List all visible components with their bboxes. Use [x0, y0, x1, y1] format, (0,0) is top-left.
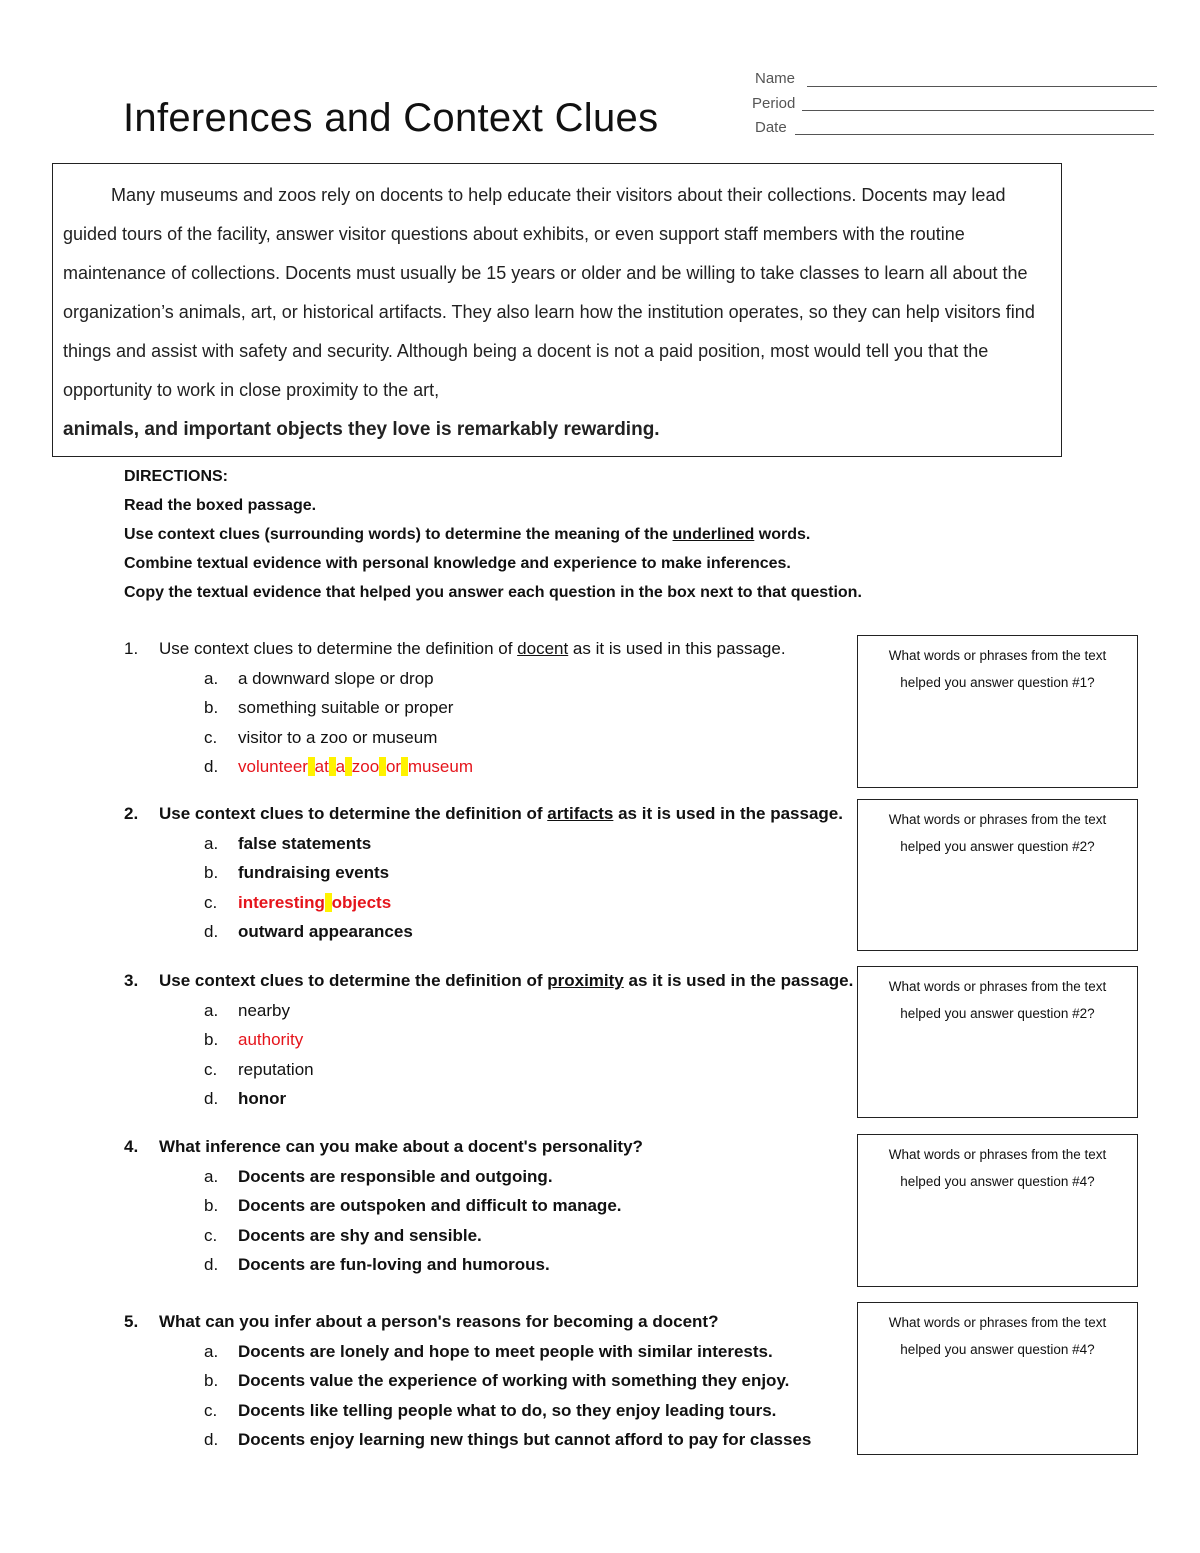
- question-number: 1.: [124, 639, 139, 658]
- question-4: [124, 1132, 854, 1280]
- option-letter: c.: [204, 892, 218, 912]
- option-text: fundraising events: [238, 863, 390, 882]
- option-letter: b.: [204, 698, 219, 717]
- option-a[interactable]: [124, 1337, 854, 1367]
- answer-word: interesting: [238, 892, 325, 912]
- option-letter: b.: [204, 1196, 219, 1215]
- option-letter: a.: [204, 1341, 219, 1361]
- evidence-prompt-line-2: helped you answer question #2?: [900, 839, 1095, 854]
- option-b[interactable]: [124, 858, 854, 888]
- option-letter: d.: [204, 1430, 219, 1449]
- highlight-mark: [345, 757, 352, 776]
- stem-post: as it is used in the passage.: [623, 971, 854, 990]
- option-text: authority: [238, 1030, 304, 1049]
- option-text: Docents are lonely and hope to meet people with similar interests.: [238, 1341, 773, 1361]
- question-stem: [124, 634, 854, 664]
- answer-word: objects: [331, 892, 392, 912]
- option-text-highlighted: [204, 757, 473, 776]
- stem-post: as it is used in this passage.: [568, 639, 786, 658]
- question-stem: [124, 1307, 854, 1337]
- option-d[interactable]: [124, 1084, 854, 1114]
- answer-word: museum: [407, 757, 473, 776]
- option-letter: d.: [204, 757, 219, 776]
- passage-text: [63, 176, 1053, 449]
- evidence-prompt-line-1: What words or phrases from the text: [888, 1315, 1107, 1330]
- option-letter: b.: [204, 1030, 219, 1049]
- option-c[interactable]: [124, 1396, 854, 1426]
- stem-post: as it is used in the passage.: [613, 804, 843, 823]
- evidence-prompt-line-2: helped you answer question #4?: [900, 1174, 1095, 1189]
- evidence-prompt-line-1: What words or phrases from the text: [888, 979, 1107, 994]
- option-letter: a.: [204, 1166, 219, 1186]
- option-text: something suitable or proper: [238, 698, 454, 717]
- evidence-box-5[interactable]: [857, 1302, 1138, 1455]
- stem-pre: Use context clues to determine the definition of: [159, 639, 518, 658]
- option-text: Docents like telling people what to do, so they enjoy leading tours.: [238, 1400, 777, 1420]
- question-5: [124, 1307, 854, 1455]
- directions-underlined-word: underlined: [672, 526, 755, 543]
- question-3: [124, 966, 854, 1114]
- option-letter: d.: [204, 922, 219, 941]
- option-text: nearby: [238, 1000, 290, 1020]
- question-number: 4.: [124, 1137, 139, 1156]
- option-d[interactable]: [124, 1250, 854, 1280]
- option-a[interactable]: [124, 1162, 854, 1192]
- period-label: Period: [752, 95, 796, 112]
- evidence-prompt-line-1: What words or phrases from the text: [888, 1147, 1107, 1162]
- stem-pre: Use context clues to determine the definition of: [159, 804, 548, 823]
- evidence-box-2[interactable]: [857, 799, 1138, 951]
- passage-last-line: animals, and important objects they love is remarkably rewarding.: [63, 419, 660, 440]
- option-c[interactable]: [124, 1055, 854, 1085]
- option-a[interactable]: [124, 996, 854, 1026]
- evidence-prompt-line-2: helped you answer question #1?: [900, 675, 1095, 690]
- question-number: 5.: [124, 1312, 139, 1331]
- directions-line-3: Combine textual evidence with personal knowledge and experience to make inferences.: [124, 555, 791, 572]
- directions-line-4: Copy the textual evidence that helped you answer each question in the box next to that question.: [124, 584, 862, 601]
- directions-line-2-pre: Use context clues (surrounding words) to determine the meaning of the: [124, 526, 673, 543]
- option-text: Docents are fun-loving and humorous.: [238, 1255, 550, 1274]
- option-letter: a.: [204, 833, 219, 853]
- vocab-word-proximity: proximity: [547, 971, 624, 990]
- date-field[interactable]: [795, 134, 1154, 135]
- answer-word: at: [314, 757, 329, 776]
- option-d-correct[interactable]: [124, 752, 854, 782]
- option-b[interactable]: [124, 1366, 854, 1396]
- evidence-box-3[interactable]: [857, 966, 1138, 1118]
- answer-word: a: [335, 757, 346, 776]
- highlight-mark: [329, 757, 336, 776]
- option-letter: b.: [204, 863, 219, 882]
- directions-line-2-post: words.: [754, 526, 811, 543]
- question-1: [124, 634, 854, 782]
- option-text: Docents enjoy learning new things but cannot afford to pay for classes: [238, 1430, 812, 1449]
- option-c[interactable]: [124, 723, 854, 753]
- passage-body: Many museums and zoos rely on docents to help educate their visitors about their collections. Docents may lead guided tours of the facility, answer visitor questions about exhibits, or even support staff members with the routine maintenance of collections. Docents must usually be 15 years or older and be willing to take classes to learn all about the organization’s animals, art, or historical artifacts. They also learn how the institution operates, so they can help visitors find things and assist with safety and security. Although being a docent is not a paid position, most would tell you that the opportunity to work in close proximity to the art,: [63, 185, 1035, 400]
- answer-word: volunteer: [238, 757, 308, 776]
- directions-heading: DIRECTIONS:: [124, 468, 228, 485]
- option-b[interactable]: [124, 1191, 854, 1221]
- option-c-correct[interactable]: [124, 888, 854, 918]
- option-text: honor: [238, 1089, 287, 1108]
- option-letter: a.: [204, 1000, 219, 1020]
- date-label: Date: [755, 119, 787, 136]
- stem-pre: Use context clues to determine the definition of: [159, 971, 548, 990]
- directions-line-2: [124, 520, 862, 549]
- option-letter: c.: [204, 1400, 218, 1420]
- directions: [124, 462, 862, 607]
- answer-word: zoo: [351, 757, 380, 776]
- evidence-box-1[interactable]: [857, 635, 1138, 788]
- option-letter: d.: [204, 1255, 219, 1274]
- highlight-mark: [401, 757, 408, 776]
- question-stem: [124, 1132, 854, 1162]
- question-number: 3.: [124, 971, 139, 990]
- option-letter: b.: [204, 1371, 219, 1390]
- option-a[interactable]: [124, 664, 854, 694]
- option-text: Docents are responsible and outgoing.: [238, 1166, 553, 1186]
- page-title: Inferences and Context Clues: [123, 96, 659, 140]
- option-text: Docents are outspoken and difficult to manage.: [238, 1196, 622, 1215]
- evidence-prompt-line-1: What words or phrases from the text: [888, 648, 1107, 663]
- option-text: outward appearances: [238, 922, 413, 941]
- option-text: visitor to a zoo or museum: [238, 727, 438, 747]
- option-letter: a.: [204, 668, 219, 688]
- option-text: a downward slope or drop: [238, 668, 434, 688]
- passage-box: [52, 163, 1062, 457]
- option-d[interactable]: [124, 917, 854, 947]
- highlight-mark: [325, 893, 332, 912]
- question-stem: [124, 966, 854, 996]
- option-text: false statements: [238, 833, 372, 853]
- period-field[interactable]: [802, 110, 1154, 111]
- vocab-word-docent: docent: [517, 639, 569, 658]
- stem-text: What can you infer about a person's reasons for becoming a docent?: [159, 1312, 719, 1331]
- option-b[interactable]: [124, 693, 854, 723]
- option-letter: d.: [204, 1089, 219, 1108]
- evidence-box-4[interactable]: [857, 1134, 1138, 1287]
- stem-text: What inference can you make about a docent's personality?: [159, 1137, 643, 1156]
- question-2: [124, 799, 854, 947]
- evidence-prompt-line-2: helped you answer question #2?: [900, 1006, 1095, 1021]
- option-a[interactable]: [124, 829, 854, 859]
- question-stem: [124, 799, 854, 829]
- option-b-marked[interactable]: [124, 1025, 854, 1055]
- option-letter: c.: [204, 1059, 218, 1079]
- option-c[interactable]: [124, 1221, 854, 1251]
- evidence-prompt-line-1: What words or phrases from the text: [888, 812, 1107, 827]
- option-d[interactable]: [124, 1425, 854, 1455]
- question-number: 2.: [124, 804, 139, 823]
- answer-word: or: [385, 757, 402, 776]
- option-letter: c.: [204, 727, 218, 747]
- vocab-word-artifacts: artifacts: [547, 804, 614, 823]
- highlight-mark: [308, 757, 315, 776]
- name-label: Name: [755, 70, 796, 87]
- name-field[interactable]: [807, 86, 1157, 87]
- evidence-prompt-line-2: helped you answer question #4?: [900, 1342, 1095, 1357]
- highlight-mark: [379, 757, 386, 776]
- option-text: Docents value the experience of working with something they enjoy.: [238, 1371, 790, 1390]
- option-text: Docents are shy and sensible.: [238, 1225, 482, 1245]
- directions-line-1: Read the boxed passage.: [124, 497, 317, 514]
- option-text: reputation: [238, 1059, 314, 1079]
- option-letter: c.: [204, 1225, 218, 1245]
